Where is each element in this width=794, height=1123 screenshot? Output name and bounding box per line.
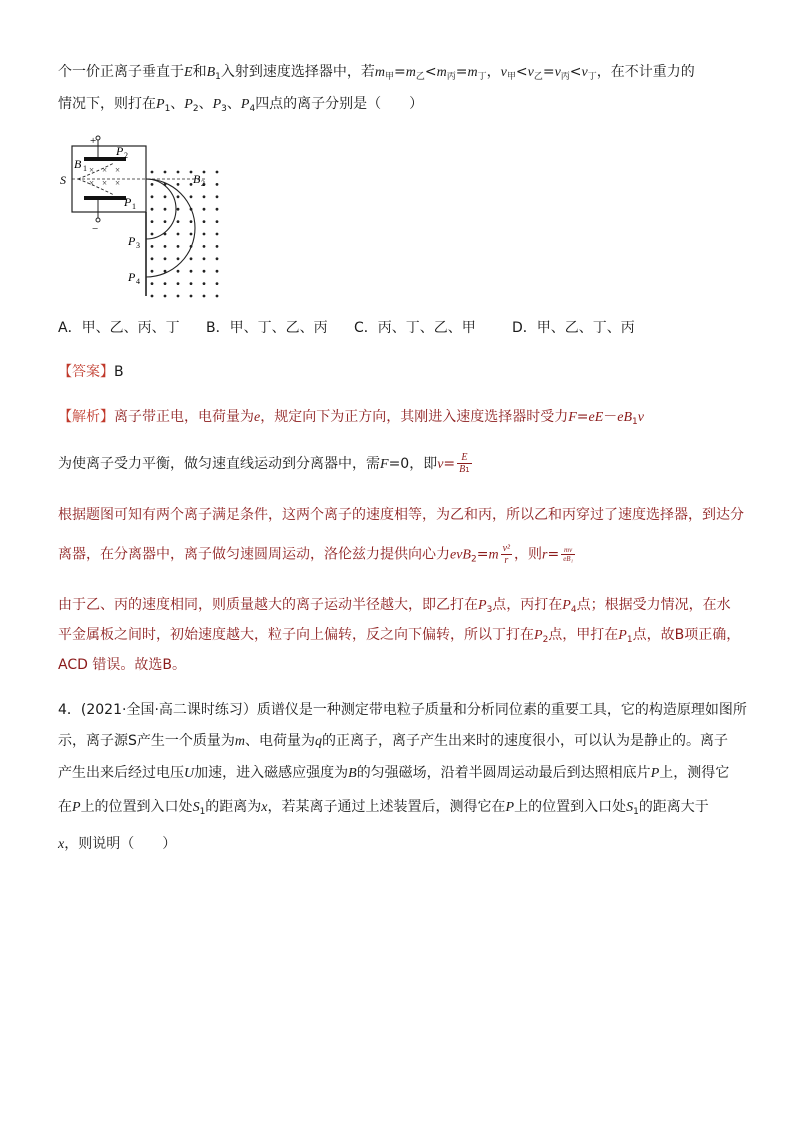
field-dot bbox=[164, 257, 167, 260]
small-arc bbox=[146, 179, 176, 239]
field-dot bbox=[216, 295, 219, 298]
field-dot bbox=[177, 183, 180, 186]
label-P1: P bbox=[124, 195, 132, 209]
label-P2-sub: 2 bbox=[124, 151, 128, 160]
field-dot bbox=[203, 208, 206, 211]
answer-tag: 【答案】 bbox=[58, 364, 114, 380]
field-dot bbox=[164, 295, 167, 298]
analysis-line-4: 离器，在分离器中，离子做匀速圆周运动，洛伦兹力提供向心力evB$_2$=m $\frac{\text{v²}}{r}$ ，则r= $\frac{mv}{\text{eB₁}}$ bbox=[58, 543, 574, 566]
field-dot bbox=[164, 270, 167, 273]
field-dot bbox=[164, 220, 167, 223]
b1-crosses bbox=[89, 165, 120, 188]
q3-answer bbox=[58, 362, 124, 382]
option-c[interactable]: C．丙、丁、乙、甲 bbox=[354, 320, 476, 336]
field-dot bbox=[151, 270, 154, 273]
minus-label: − bbox=[92, 223, 99, 235]
mass-spectrometer-figure bbox=[56, 128, 226, 300]
q3-stem-line-1: 个一价正离子垂直于E和$B_1$入射到速度选择器中，若$m_甲=m_乙<m_丙=m_丁$，$v_甲<v_乙=v_丙<v_丁$，在不计重力的 bbox=[58, 64, 695, 82]
field-dot bbox=[216, 245, 219, 248]
field-dot bbox=[177, 295, 180, 298]
field-dot bbox=[203, 270, 206, 273]
q4-line-3: 产生出来后经过电压U加速，进入磁感应强度为B的匀强磁场，沿着半圆周运动最后到达照相底片P上，测得它 bbox=[58, 765, 730, 781]
field-dot bbox=[151, 282, 154, 285]
field-dot bbox=[203, 195, 206, 198]
field-dot bbox=[151, 295, 154, 298]
field-dot bbox=[151, 257, 154, 260]
field-dot bbox=[177, 282, 180, 285]
label-P4: P bbox=[128, 270, 136, 284]
field-dot bbox=[216, 195, 219, 198]
field-dot bbox=[177, 220, 180, 223]
field-dot bbox=[151, 208, 154, 211]
field-dot bbox=[190, 171, 193, 174]
field-dot bbox=[177, 270, 180, 273]
field-dot bbox=[203, 282, 206, 285]
field-dot bbox=[190, 282, 193, 285]
fraction-E-over-B1: $\frac{E}{B1}$ bbox=[459, 452, 470, 475]
field-dot bbox=[190, 195, 193, 198]
large-arc bbox=[146, 179, 195, 277]
field-dot bbox=[190, 233, 193, 236]
field-dot bbox=[203, 257, 206, 260]
field-dot bbox=[151, 183, 154, 186]
label-S: S bbox=[60, 173, 66, 187]
label-B2: B bbox=[193, 172, 201, 186]
field-dot bbox=[164, 195, 167, 198]
top-terminal bbox=[96, 136, 100, 140]
cross-mark: × bbox=[115, 178, 121, 188]
q4-line-4: 在P上的位置到入口处$S_1$的距离为x，若某离子通过上述装置后，测得它在P上的位置到入口处$S_1$的距离大于 bbox=[58, 799, 709, 817]
field-dot bbox=[151, 171, 154, 174]
q4-line-2: 示，离子源S产生一个质量为m、电荷量为q的正离子，离子产生出来时的速度很小，可以认为是静止的。离子 bbox=[58, 733, 729, 749]
option-a[interactable]: A．甲、乙、丙、丁 bbox=[58, 320, 180, 336]
q3-options bbox=[58, 318, 635, 338]
label-P3-sub: 3 bbox=[136, 241, 140, 250]
field-dot bbox=[177, 245, 180, 248]
field-dot bbox=[164, 208, 167, 211]
label-B1: B bbox=[74, 157, 82, 171]
field-dot bbox=[203, 233, 206, 236]
plus-label: + bbox=[90, 135, 97, 147]
field-dot bbox=[164, 245, 167, 248]
option-b[interactable]: B．甲、丁、乙、丙 bbox=[206, 320, 328, 336]
field-dot bbox=[151, 233, 154, 236]
analysis-line-1: 【解析】离子带正电，电荷量为e，规定向下为正方向，其刚进入速度选择器时受力$F=eE-eB_1v$ bbox=[58, 409, 644, 427]
option-d[interactable]: D．甲、乙、丁、丙 bbox=[512, 320, 635, 336]
field-dot bbox=[151, 195, 154, 198]
analysis-line-6: 平金属板之间时，初始速度越大，粒子向上偏转，反之向下偏转，所以丁打在$P_2$点，甲打在$P_1$点，故B项正确， bbox=[58, 627, 741, 645]
label-P3: P bbox=[128, 234, 136, 248]
answer-value: B bbox=[114, 364, 124, 380]
field-dot bbox=[203, 245, 206, 248]
field-dot bbox=[190, 220, 193, 223]
cross-mark: × bbox=[102, 178, 108, 188]
field-dot bbox=[216, 183, 219, 186]
analysis-line-2: 为使离子受力平衡，做匀速直线运动到分离器中，需F=0，即v= $\frac{E}{B1}$ bbox=[58, 452, 470, 475]
analysis-line-5: 由于乙、丙的速度相同，则质量越大的离子运动半径越大，即乙打在$P_3$点，丙打在$P_4$点；根据受力情况，在水 bbox=[58, 597, 731, 615]
analysis-line-3: 根据题图可知有两个离子满足条件，这两个离子的速度相等，为乙和丙，所以乙和丙穿过了速度选择器，到达分 bbox=[58, 507, 744, 523]
field-dot bbox=[216, 233, 219, 236]
field-dot bbox=[177, 233, 180, 236]
label-B2-sub: 2 bbox=[201, 179, 205, 188]
fraction-v2-over-r: $\frac{\text{v²}}{r}$ bbox=[502, 543, 511, 566]
lower-plate bbox=[84, 196, 126, 200]
deflect-down-path bbox=[78, 179, 114, 195]
label-P4-sub: 4 bbox=[136, 277, 140, 286]
label-P2: P bbox=[116, 144, 124, 158]
field-dot bbox=[203, 295, 206, 298]
field-dot bbox=[177, 195, 180, 198]
cross-mark: × bbox=[89, 178, 95, 188]
field-dot bbox=[203, 171, 206, 174]
bottom-terminal bbox=[96, 218, 100, 222]
field-dot bbox=[216, 282, 219, 285]
field-dot bbox=[177, 257, 180, 260]
field-dot bbox=[177, 171, 180, 174]
q4-line-5: x，则说明（ ） bbox=[58, 836, 177, 852]
q3-stem-line-2: 情况下，则打在$P_1$、$P_2$、$P_3$、$P_4$四点的离子分别是（ ） bbox=[58, 96, 424, 114]
field-dot bbox=[151, 220, 154, 223]
field-dot bbox=[203, 220, 206, 223]
field-dot bbox=[164, 171, 167, 174]
field-dot bbox=[190, 183, 193, 186]
field-dot bbox=[151, 245, 154, 248]
field-dot bbox=[216, 208, 219, 211]
fraction-mv-over-eB1: $\frac{mv}{\text{eB₁}}$ bbox=[563, 546, 574, 563]
field-dot bbox=[216, 171, 219, 174]
field-dot bbox=[216, 270, 219, 273]
analysis-line-7: ACD 错误。故选B。 bbox=[58, 657, 186, 673]
cross-mark: × bbox=[89, 165, 95, 175]
field-dot bbox=[190, 257, 193, 260]
field-dot bbox=[216, 220, 219, 223]
field-dot bbox=[190, 295, 193, 298]
cross-mark: × bbox=[102, 165, 108, 175]
magnetic-field-dots bbox=[151, 171, 219, 298]
field-dot bbox=[177, 208, 180, 211]
field-dot bbox=[164, 282, 167, 285]
label-P1-sub: 1 bbox=[132, 202, 136, 211]
field-dot bbox=[216, 257, 219, 260]
label-B1-sub: 1 bbox=[83, 164, 87, 173]
q4-line-1: 4．(2021·全国·高二课时练习）质谱仪是一种测定带电粒子质量和分析同位素的重要工具，它的构造原理如图所 bbox=[58, 702, 747, 718]
cross-mark: × bbox=[115, 165, 121, 175]
field-dot bbox=[190, 270, 193, 273]
